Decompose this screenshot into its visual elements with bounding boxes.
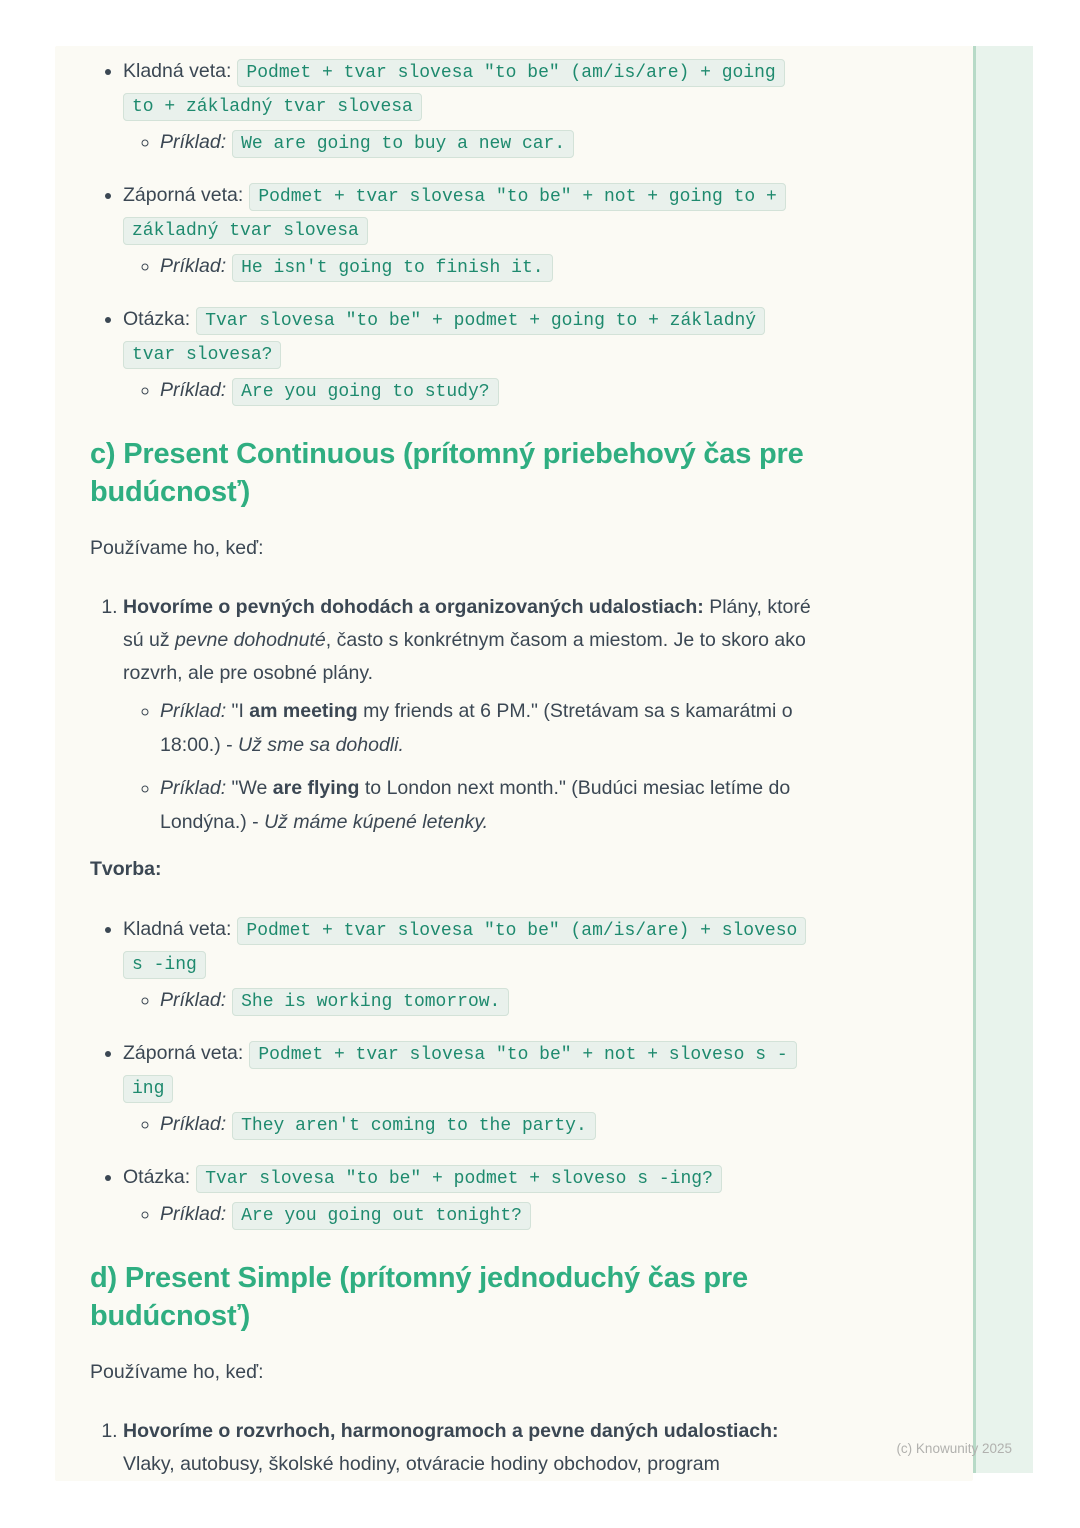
usage-bold: Hovoríme o pevných dohodách a organizovaných udalostiach: [123,596,704,618]
formula-item-negative [123,178,830,283]
usage-example-sublist [123,694,830,839]
formula-label: Záporná veta: [123,184,244,206]
example-code: Are you going to study? [232,378,498,406]
formula-item-affirmative [123,912,830,1017]
section-c-heading: c) Present Continuous (prítomný priebehový čas pre budúcnosť) [90,438,804,508]
example-sublist [123,983,830,1017]
formula-code: Tvar slovesa "to be" + podmet + going to + základný [196,307,765,335]
example-text: to London next month." (Budúci mesiac letíme do Londýna.) - [160,777,791,833]
usage-example-item [160,771,830,839]
formula-item-affirmative [123,54,830,159]
formula-code-continued: s -ing [123,951,206,979]
example-sublist [123,125,830,159]
section-d-intro: Používame ho, keď: [90,1361,264,1383]
usage-bold: Hovoríme o rozvrhoch, harmonogramoch a pevne daných udalostiach: [123,1420,779,1442]
section-d-heading: d) Present Simple (prítomný jednoduchý čas pre budúcnosť) [90,1262,748,1332]
formula-label: Kladná veta: [123,60,232,82]
formula-code: Podmet + tvar slovesa "to be" (am/is/are) + going [237,59,784,87]
section-c-usage-list [90,591,830,839]
example-code: She is working tomorrow. [232,988,509,1016]
section-d-usage-list [90,1415,830,1481]
example-label: Príklad: [160,1113,227,1135]
example-label: Príklad: [160,1203,227,1225]
example-code: They aren't coming to the party. [232,1112,596,1140]
formula-code: Podmet + tvar slovesa "to be" + not + going to + [249,183,785,211]
usage-text: Plány, ktoré sú už [123,596,811,651]
example-item [160,249,830,283]
formula-code: Podmet + tvar slovesa "to be" + not + sloveso s - [249,1041,796,1069]
example-label: Príklad: [160,777,227,799]
going-to-forms-list [90,54,830,407]
example-label: Príklad: [160,700,227,722]
present-continuous-forms-list [90,912,830,1231]
example-bold: am meeting [249,700,358,722]
example-label: Príklad: [160,989,227,1011]
example-sublist [123,249,830,283]
example-label: Príklad: [160,255,227,277]
usage-text: , často s konkrétnym časom a miestom. Je to skoro ako rozvrh, ale pre osobné plány. [123,629,806,684]
formula-label: Otázka: [123,1166,191,1188]
example-item [160,1107,830,1141]
usage-item [123,591,830,839]
example-item [160,125,830,159]
formula-code-continued: základný tvar slovesa [123,217,368,245]
formula-item-question [123,302,830,407]
formula-label: Záporná veta: [123,1042,244,1064]
example-sublist [123,1107,830,1141]
usage-item [123,1415,830,1481]
formula-code-continued: tvar slovesa? [123,341,281,369]
tvorba-label: Tvorba: [90,858,162,880]
usage-example-item [160,694,830,762]
formula-item-question [123,1160,830,1231]
example-code: We are going to buy a new car. [232,130,574,158]
formula-code: Tvar slovesa "to be" + podmet + sloveso s -ing? [196,1165,722,1193]
example-label: Príklad: [160,131,227,153]
example-italic: Už máme kúpené letenky. [264,811,489,833]
example-text: "We [226,777,273,799]
page-content [55,46,830,1481]
example-bold: are flying [272,777,360,799]
formula-code: Podmet + tvar slovesa "to be" (am/is/are) + sloveso [237,917,806,945]
formula-code-continued: ing [123,1075,173,1103]
example-item [160,983,830,1017]
example-sublist [123,1197,830,1231]
example-code: He isn't going to finish it. [232,254,552,282]
example-italic: Už sme sa dohodli. [238,734,404,756]
example-code: Are you going out tonight? [232,1202,531,1230]
formula-label: Kladná veta: [123,918,232,940]
usage-italic: pevne dohodnuté [175,629,326,651]
document-page [55,46,973,1481]
example-item [160,373,830,407]
right-margin-stripe [973,46,1033,1473]
usage-text: Vlaky, autobusy, školské hodiny, otváracie hodiny obchodov, program [123,1453,720,1475]
formula-label: Otázka: [123,308,191,330]
formula-code-continued: to + základný tvar slovesa [123,93,422,121]
formula-item-negative [123,1036,830,1141]
example-sublist [123,373,830,407]
example-item [160,1197,830,1231]
example-text: "I [226,700,250,722]
example-text: my friends at 6 PM." (Stretávam sa s kamarátmi o 18:00.) - [160,700,793,756]
example-label: Príklad: [160,379,227,401]
copyright-watermark: (c) Knowunity 2025 [896,1441,1012,1456]
section-c-intro: Používame ho, keď: [90,537,264,559]
